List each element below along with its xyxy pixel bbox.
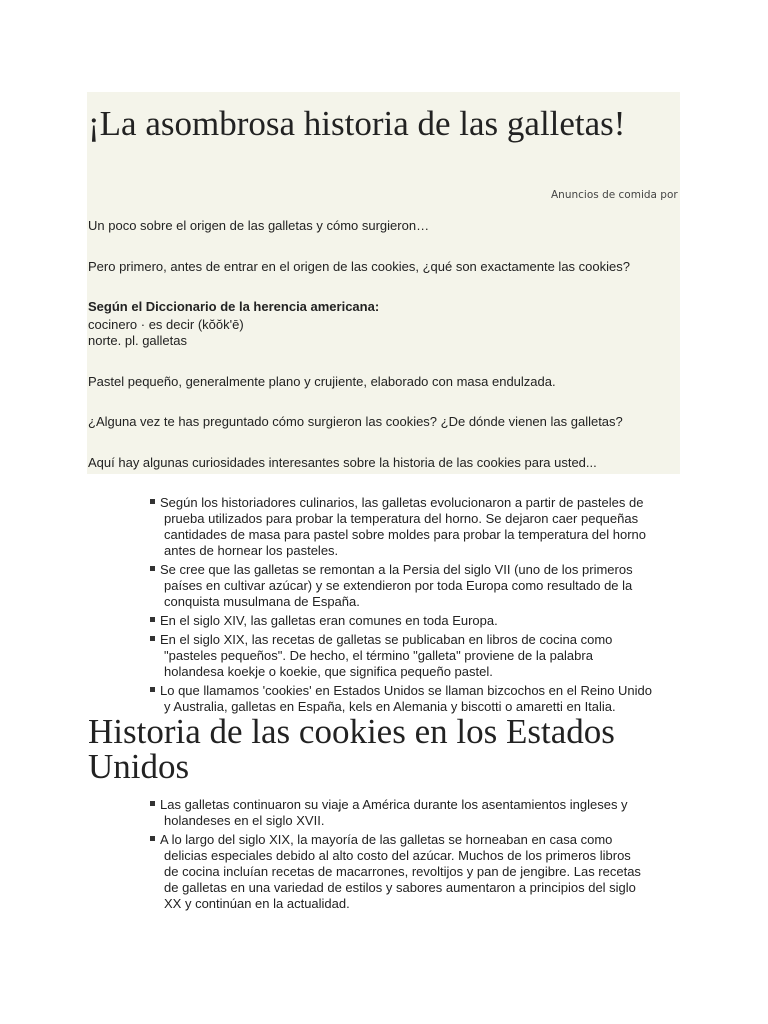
list-item-line: En el siglo XIV, las galletas eran comunes en toda Europa.	[160, 613, 498, 628]
list-item	[0, 832, 700, 912]
dictionary-plural: norte. pl. galletas	[88, 333, 188, 348]
dictionary-heading: Según el Diccionario de la herencia americana:	[88, 299, 380, 314]
list-item-line: A lo largo del siglo XIX, la mayoría de las galletas se horneaban en casa como	[160, 832, 613, 847]
list-item-line: Se cree que las galletas se remontan a la Persia del siglo VII (uno de los primeros	[160, 562, 633, 577]
bullet-icon	[150, 636, 155, 641]
page-title: ¡La asombrosa historia de las galletas!	[88, 104, 626, 143]
list-item-line: antes de hornear los pasteles.	[164, 543, 339, 558]
list-item-line: En el siglo XIX, las recetas de galletas se publicaban en libros de cocina como	[160, 632, 613, 647]
list-item	[0, 495, 700, 559]
list-item-line: prueba utilizados para probar la temperatura del horno. Se dejaron caer pequeñas	[164, 511, 639, 526]
list-item	[0, 632, 700, 680]
list-item-line: holandesa koekje o koekie, que significa pequeño pastel.	[164, 664, 493, 679]
ads-label[interactable]: Anuncios de comida por	[551, 189, 678, 201]
curiosities-intro: Aquí hay algunas curiosidades interesantes sobre la historia de las cookies para usted...	[88, 455, 597, 470]
list-item-line: holandeses en el siglo XVII.	[164, 813, 325, 828]
list-item	[0, 562, 700, 610]
us-facts-list	[0, 797, 700, 912]
bullet-icon	[150, 836, 155, 841]
us-section-heading: Historia de las cookies en los Estados Unidos	[88, 712, 615, 786]
bullet-icon	[150, 499, 155, 504]
list-item-line: países en cultivar azúcar) y se extendieron por toda Europa como resultado de la	[164, 578, 633, 593]
dictionary-entry: cocinero · es decir (kŏŏk'ē)	[88, 317, 244, 332]
list-item-line: XX y continúan en la actualidad.	[164, 896, 350, 911]
list-item-line: Según los historiadores culinarios, las galletas evolucionaron a partir de pasteles de	[160, 495, 644, 510]
list-item-line: "pasteles pequeños". De hecho, el término "galleta" proviene de la palabra	[164, 648, 593, 663]
list-item-line: Las galletas continuaron su viaje a América durante los asentamientos ingleses y	[160, 797, 628, 812]
intro-text: Un poco sobre el origen de las galletas y cómo surgieron…	[88, 218, 430, 233]
list-item	[0, 797, 700, 829]
bullet-icon	[150, 801, 155, 806]
bullet-icon	[150, 617, 155, 622]
question-text: Pero primero, antes de entrar en el origen de las cookies, ¿qué son exactamente las cookies?	[88, 259, 630, 274]
list-item-line: conquista musulmana de España.	[164, 594, 360, 609]
bullet-icon	[150, 687, 155, 692]
list-item-line: cantidades de masa para pastel sobre moldes para probar la temperatura del horno	[164, 527, 647, 542]
bullet-icon	[150, 566, 155, 571]
wonder-text: ¿Alguna vez te has preguntado cómo surgieron las cookies? ¿De dónde vienen las galletas?	[88, 414, 623, 429]
list-item	[0, 683, 700, 715]
list-item-line: y Australia, galletas en España, kels en Alemania y biscotti o amaretti en Italia.	[164, 699, 616, 714]
list-item-line: Lo que llamamos 'cookies' en Estados Unidos se llaman bizcochos en el Reino Unido	[160, 683, 653, 698]
list-item-line: de galletas en una variedad de estilos y sabores aumentaron a principios del siglo	[164, 880, 636, 895]
list-item	[0, 613, 700, 629]
definition-text: Pastel pequeño, generalmente plano y crujiente, elaborado con masa endulzada.	[88, 374, 556, 389]
facts-list	[0, 495, 700, 715]
list-item-line: delicias especiales debido al alto costo del azúcar. Muchos de los primeros libros	[164, 848, 631, 863]
list-item-line: de cocina incluían recetas de macarrones, revoltijos y pan de jengibre. Las recetas	[164, 864, 641, 879]
